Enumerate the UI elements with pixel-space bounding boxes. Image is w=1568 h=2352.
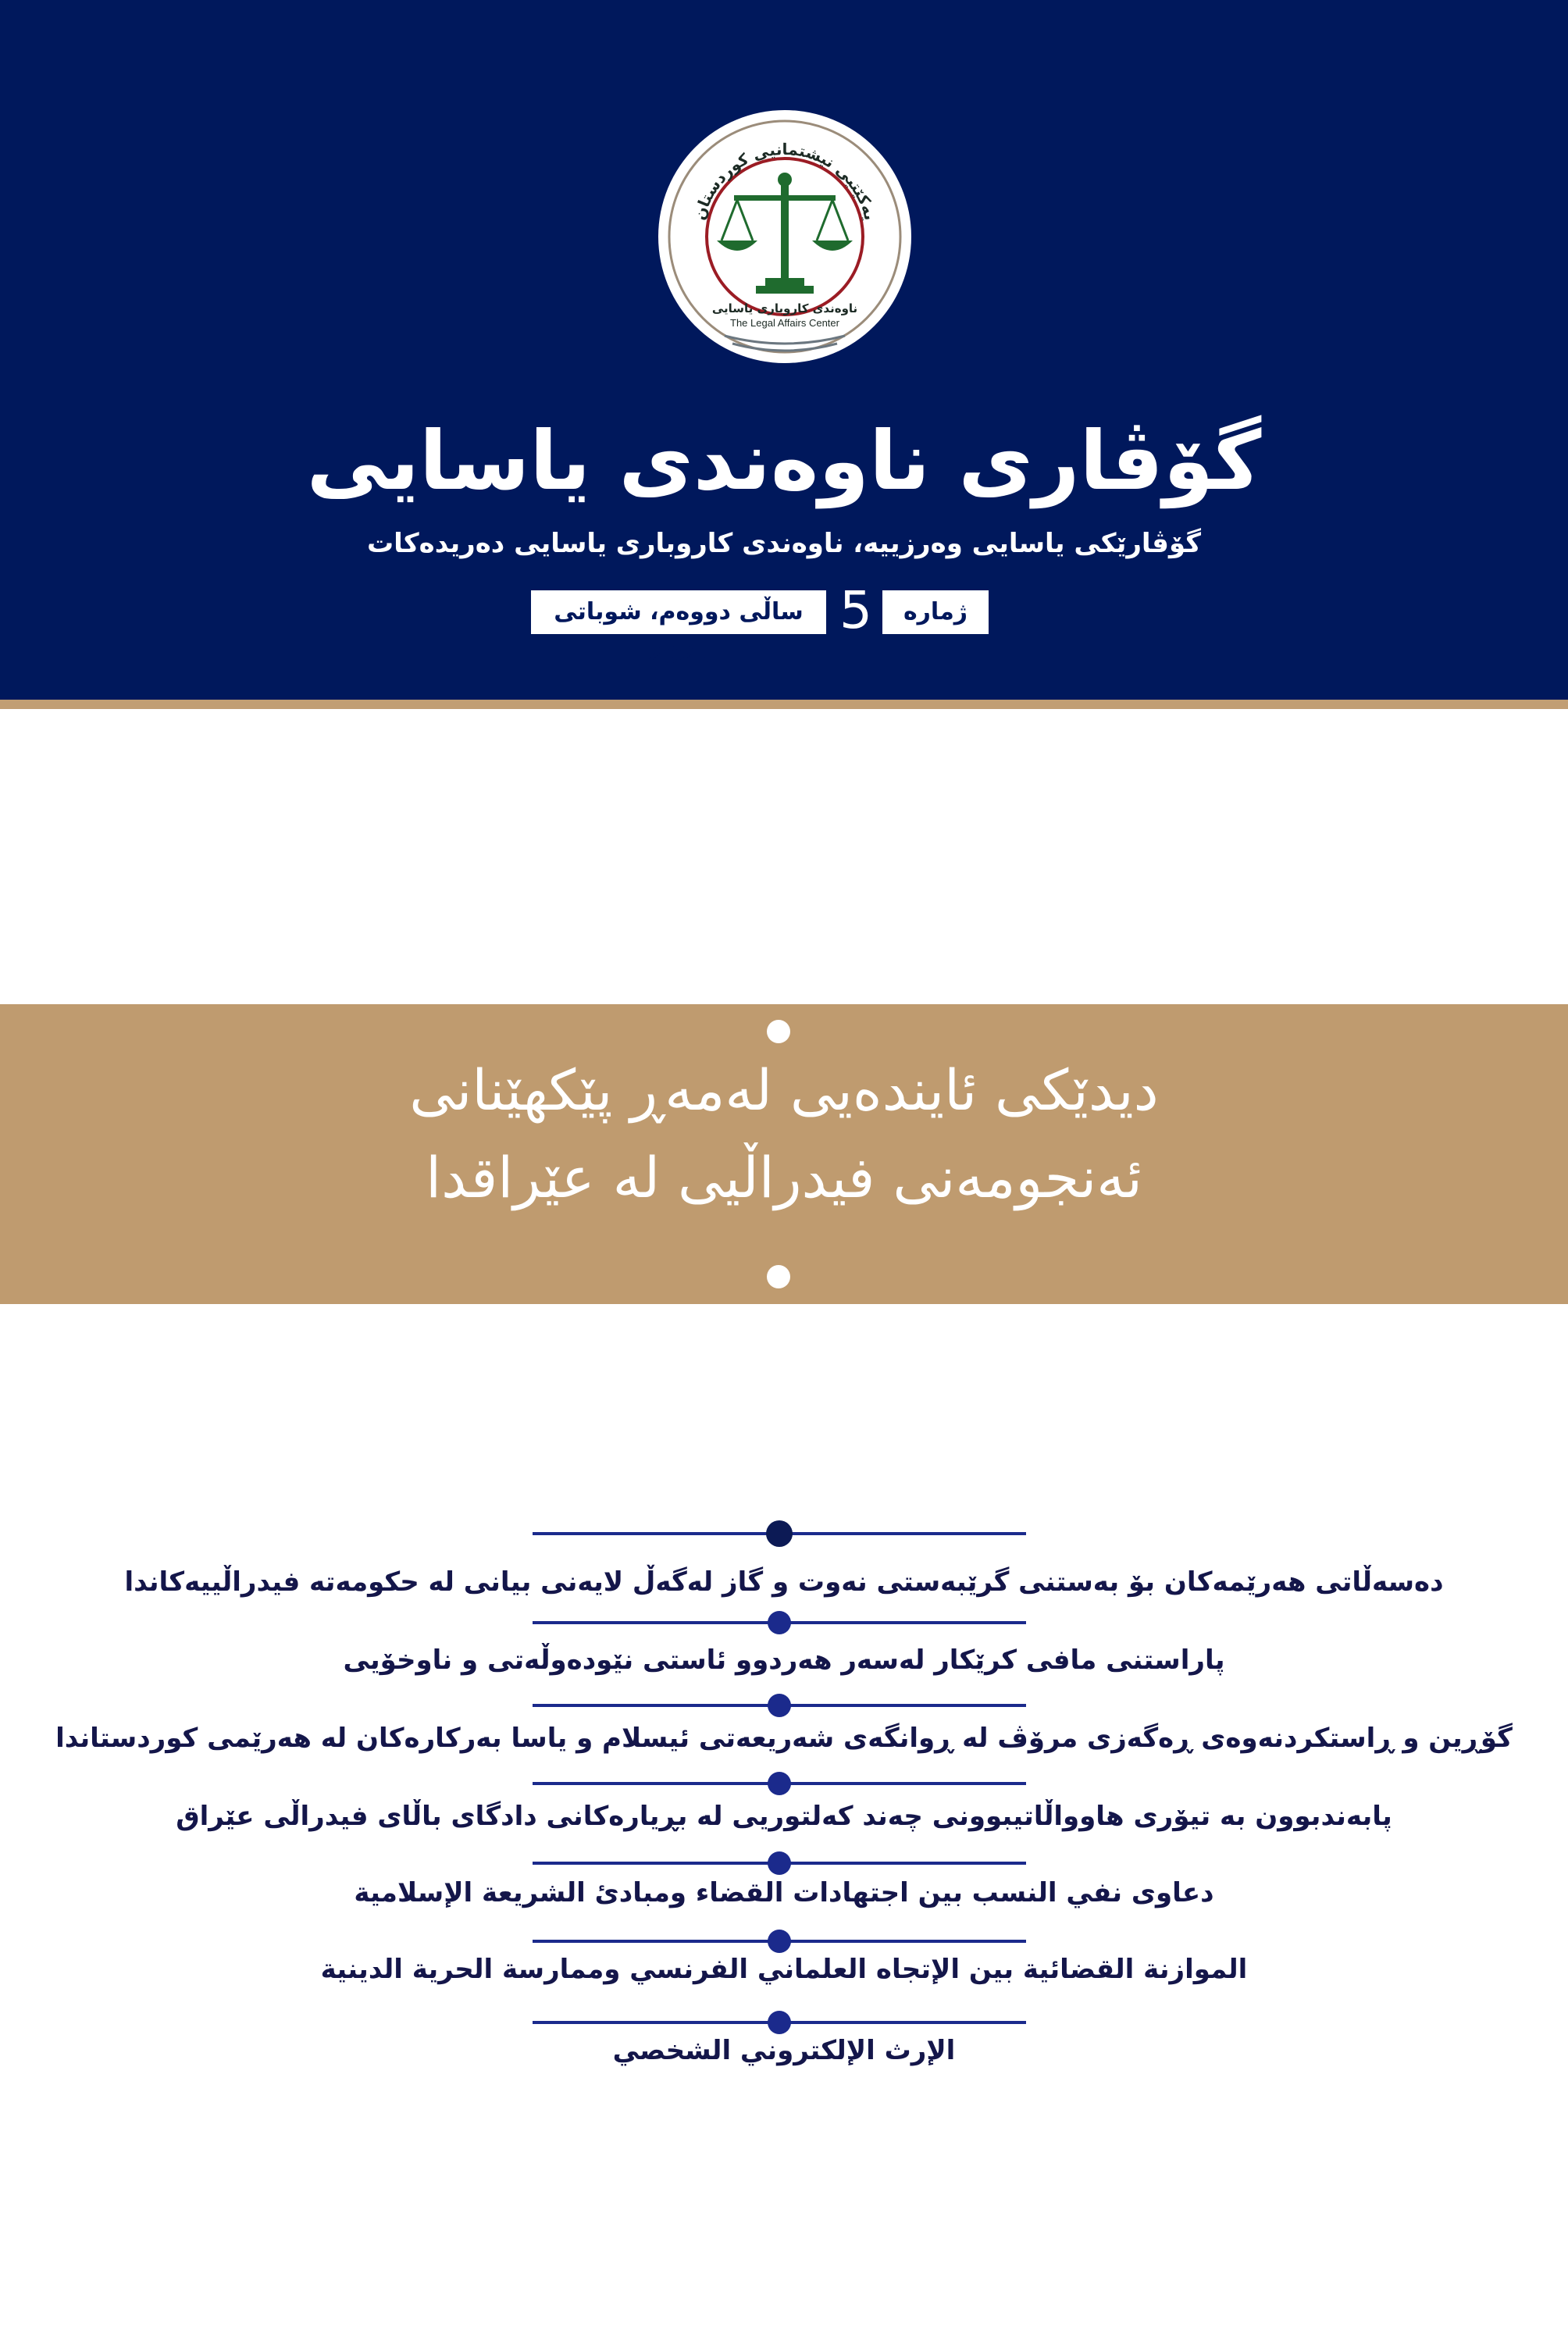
contents-separator-dot	[766, 1520, 793, 1547]
logo-center-name-en: The Legal Affairs Center	[730, 317, 839, 329]
feature-title-line-2: ئەنجومەنی فیدراڵیی لە عێراقدا	[426, 1145, 1142, 1210]
issue-number: 5	[839, 580, 872, 640]
contents-item: الإرث الإلكتروني الشخصي	[612, 2035, 956, 2066]
journal-title: گۆڤاری ناوەندی یاسایی	[306, 413, 1262, 508]
contents-separator-dot	[768, 1772, 791, 1795]
contents-separator-dot	[768, 1694, 791, 1717]
contents-separator-dot	[768, 1611, 791, 1634]
issue-label: ژمارە	[882, 590, 989, 634]
journal-subtitle: گۆڤارێکی یاسایی وەرزییە، ناوەندی کاروباری یاسایی دەریدەکات	[366, 528, 1202, 559]
issue-date: ساڵی دووەم، شوباتی 2023	[531, 590, 826, 634]
logo-center-name: ناوەندی کاروباری یاسایی	[711, 301, 858, 315]
contents-item: پاراستنی مافی کرێکار لەسەر هەردوو ئاستی نێودەوڵەتی و ناوخۆیی	[343, 1645, 1225, 1676]
contents-item: دعاوى نفي النسب بين اجتهادات القضاء ومبادئ الشريعة الإسلامية	[354, 1877, 1214, 1908]
feature-title-line-1: دیدێکی ئایندەیی لەمەڕ پێکهێنانی	[409, 1057, 1159, 1123]
contents-item: دەسەڵاتی هەرێمەکان بۆ بەستنی گرێبەستی نەوت و گاز لەگەڵ لایەنی بیانی لە حکومەتە فیدراڵییەکاندا	[124, 1566, 1444, 1598]
contents-item: الموازنة القضائية بين الإتجاه العلماني الفرنسي وممارسة الحرية الدينية	[320, 1954, 1248, 1985]
contents-item: پابەندبوون بە تیۆری هاوواڵاتیبوونی چەند کەلتوریی لە بڕیارەکانی دادگای باڵای فیدراڵی عێراق	[176, 1801, 1392, 1832]
contents-item: گۆڕین و ڕاستکردنەوەی ڕەگەزی مرۆڤ لە ڕوانگەی شەریعەتی ئیسلام و یاسا بەرکارەکان لە هەرێمی کوردستاندا	[55, 1723, 1513, 1754]
logo-arc-text: یەکێتیی نیشتمانیی کوردستان	[690, 139, 880, 223]
